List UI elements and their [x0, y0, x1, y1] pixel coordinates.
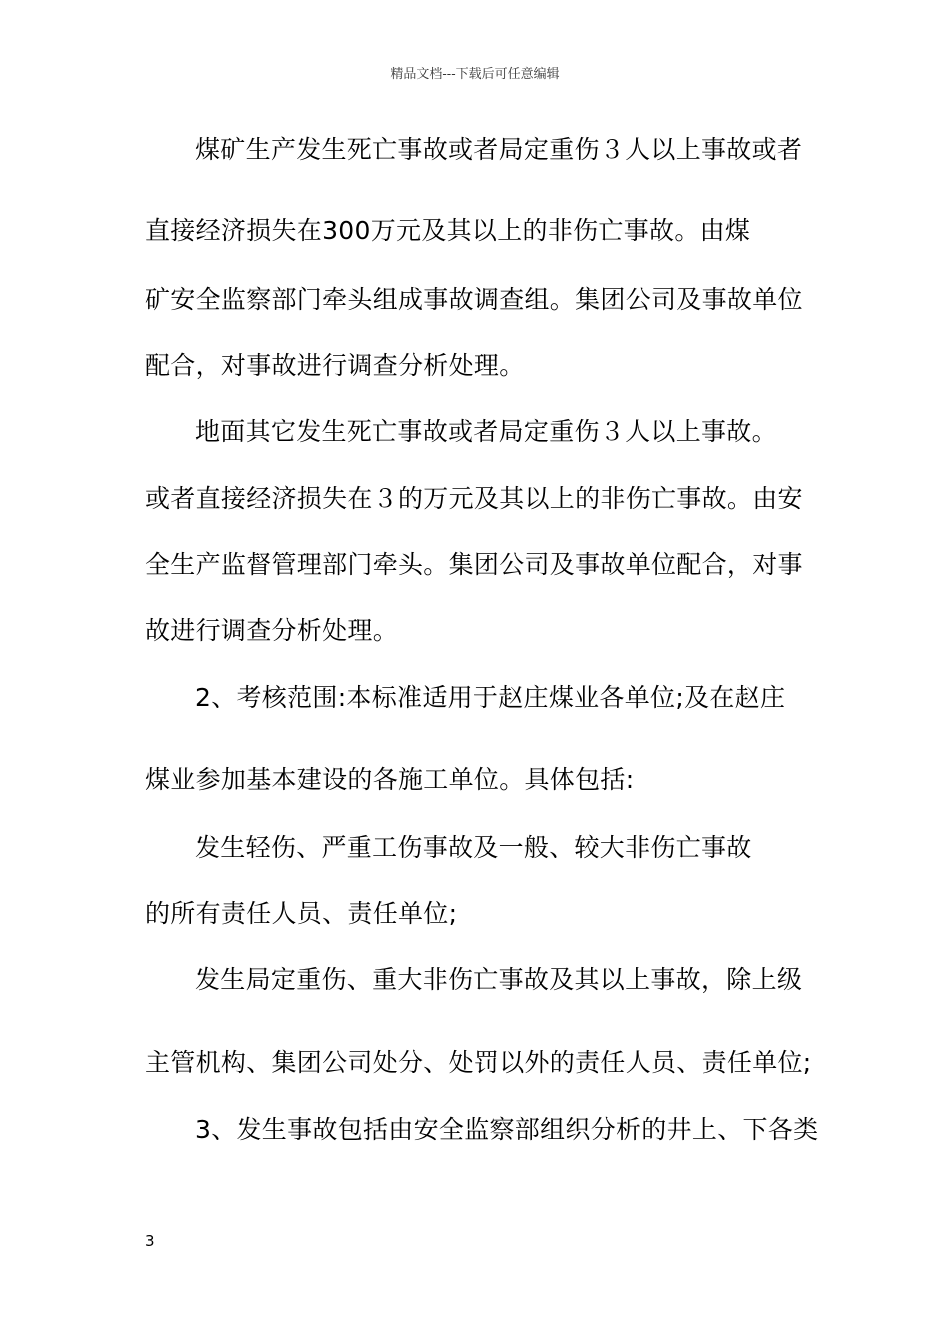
text-line: 全生产监督管理部门牵头。集团公司及事故单位配合，对事 — [145, 550, 803, 579]
text-line: 煤矿生产发生死亡事故或者局定重伤３人以上事故或者 — [195, 135, 803, 164]
text-line: 或者直接经济损失在３的万元及其以上的非伤亡事故。由安 — [145, 484, 803, 513]
text-line: 矿安全监察部门牵头组成事故调查组。集团公司及事故单位 — [145, 285, 803, 314]
text-line: 3、发生事故包括由安全监察部组织分析的井上、下各类 — [195, 1115, 819, 1144]
text-line: 直接经济损失在300万元及其以上的非伤亡事故。由煤 — [145, 216, 751, 245]
text-line: 发生局定重伤、重大非伤亡事故及其以上事故，除上级 — [195, 965, 803, 994]
text-line: 发生轻伤、严重工伤事故及一般、较大非伤亡事故 — [195, 833, 752, 862]
text-line: 2、考核范围:本标准适用于赵庄煤业各单位;及在赵庄 — [195, 683, 786, 712]
page-header: 精品文档---下载后可任意编辑 — [390, 67, 560, 82]
text-line: 地面其它发生死亡事故或者局定重伤３人以上事故。 — [195, 417, 777, 446]
page-number: 3 — [145, 1232, 155, 1250]
text-line: 主管机构、集团公司处分、处罚以外的责任人员、责任单位; — [145, 1048, 812, 1077]
text-line: 的所有责任人员、责任单位; — [145, 899, 458, 928]
text-line: 配合，对事故进行调查分析处理。 — [145, 351, 525, 380]
text-line: 煤业参加基本建设的各施工单位。具体包括: — [145, 765, 635, 794]
text-line: 故进行调查分析处理。 — [145, 616, 399, 645]
